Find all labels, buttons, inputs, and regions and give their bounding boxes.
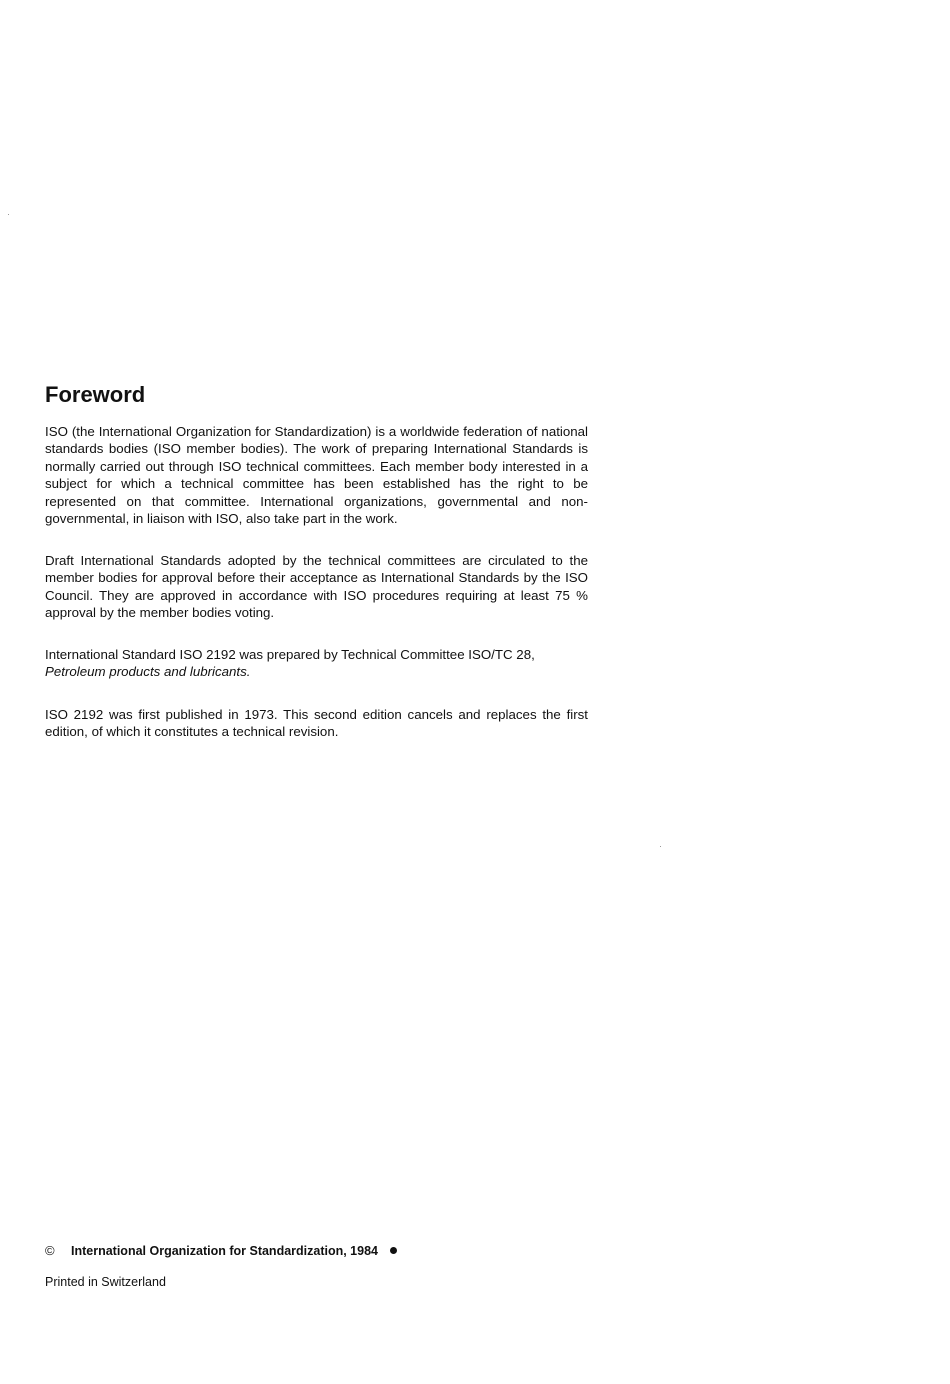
foreword-paragraph-3 — [45, 646, 588, 681]
scan-speck — [8, 214, 9, 215]
foreword-paragraph-1 — [45, 423, 588, 527]
paragraph-text: ISO 2192 was first published in 1973. This second edition cancels and replaces the first edition, of which it constitutes a technical revision. — [45, 707, 588, 740]
copyright-icon: © — [45, 1243, 55, 1258]
copyright-line — [45, 1242, 397, 1260]
copyright-text: International Organization for Standardization, 1984 — [71, 1244, 378, 1258]
committee-title: Petroleum products and lubricants. — [45, 664, 251, 680]
scan-speck — [660, 846, 661, 847]
printed-location: Printed in Switzerland — [45, 1275, 166, 1289]
paragraph-text: Draft International Standards adopted by the technical committees are circulated to the member bodies for approval before their acceptance as International Standards by the ISO Council. They are approved in accordance with ISO procedures requiring at least 75 % approval by the member bodies voting. — [45, 553, 588, 621]
paragraph-text — [45, 646, 588, 681]
bullet-icon — [390, 1247, 397, 1254]
committee-statement: International Standard ISO 2192 was prepared by Technical Committee ISO/TC 28, — [45, 647, 535, 662]
page-title: Foreword — [45, 382, 146, 407]
foreword-paragraph-4 — [45, 706, 588, 741]
foreword-paragraph-2 — [45, 552, 588, 622]
paragraph-text: ISO (the International Organization for Standardization) is a worldwide federation of national standards bodies (ISO member bodies). The work of preparing International Standards is normally carried out through ISO technical committees. Each member body interested in a subject for which a technical committee has been established has the right to be represented on that committee. International organizations, governmental and non-governmental, in liaison with ISO, also take part in the work. — [45, 424, 588, 527]
